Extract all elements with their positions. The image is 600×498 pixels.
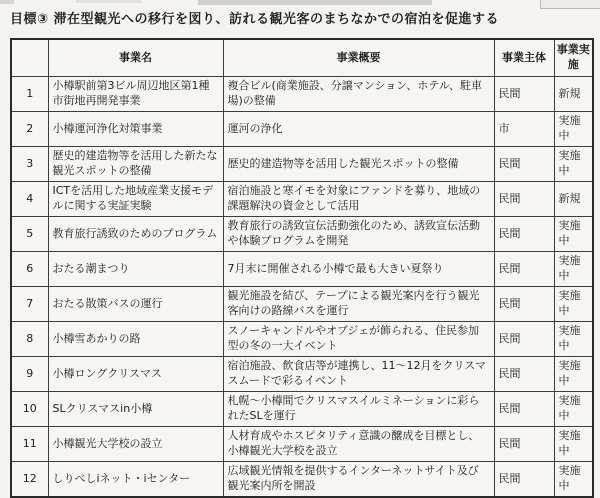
header-overview: 事業概要: [223, 39, 494, 77]
cell-entity: 民間: [494, 252, 554, 287]
table-row: [11, 427, 593, 462]
cell-entity: 民間: [494, 357, 554, 392]
cell-status: 実施中: [554, 252, 593, 287]
cell-overview: スノーキャンドルやオブジェが飾られる、住民参加型の冬の一大イベント: [223, 322, 494, 357]
table-row: [11, 147, 593, 182]
cell-name: おたる潮まつり: [48, 252, 223, 287]
header-no: [11, 39, 48, 77]
cell-status: 新規: [554, 182, 593, 217]
cell-entity: 市: [494, 112, 554, 147]
cell-name: 小樽ロングクリスマス: [48, 357, 223, 392]
cell-no: 2: [11, 112, 48, 147]
cell-entity: 民間: [494, 427, 554, 462]
cell-name: 小樽雪あかりの路: [48, 322, 223, 357]
cell-no: 7: [11, 287, 48, 322]
cell-no: 12: [11, 462, 48, 498]
cell-status: 実施中: [554, 357, 593, 392]
cell-entity: 民間: [494, 147, 554, 182]
cell-entity: 民間: [494, 77, 554, 112]
cell-no: 11: [11, 427, 48, 462]
cell-overview: 広域観光情報を提供するインターネットサイト及び観光案内所を開設: [223, 462, 494, 498]
table-row: [11, 77, 593, 112]
cell-no: 8: [11, 322, 48, 357]
scan-artifact: [198, 0, 432, 5]
cell-overview: 宿泊施設、飲食店等が連携し、11～12月をクリスマスムードで彩るイベント: [223, 357, 494, 392]
cell-entity: 民間: [494, 392, 554, 427]
cell-overview: 運河の浄化: [223, 112, 494, 147]
cell-no: 4: [11, 182, 48, 217]
cell-no: 6: [11, 252, 48, 287]
table-row: [11, 112, 593, 147]
cell-status: 新規: [554, 77, 593, 112]
cell-name: おたる散策バスの運行: [48, 287, 223, 322]
cell-no: 1: [11, 77, 48, 112]
cell-status: 実施中: [554, 147, 593, 182]
cell-name: 歴史的建造物等を活用した新たな観光スポットの整備: [48, 147, 223, 182]
cell-overview: 教育旅行の誘致宣伝活動強化のため、誘致宣伝活動や体験プログラムを開発: [223, 217, 494, 252]
cell-name: 小樽駅前第3ビル周辺地区第1種市街地再開発事業: [48, 77, 223, 112]
cell-overview: 人材育成やホスピタリティ意識の醸成を目標とし、小樽観光大学校を設立: [223, 427, 494, 462]
cell-name: SLクリスマスin小樽: [48, 392, 223, 427]
cell-entity: 民間: [494, 462, 554, 498]
cell-status: 実施中: [554, 287, 593, 322]
cell-name: 小樽観光大学校の設立: [48, 427, 223, 462]
cell-overview: 歴史的建造物等を活用した観光スポットの整備: [223, 147, 494, 182]
header-entity: 事業主体: [494, 39, 554, 77]
cell-entity: 民間: [494, 322, 554, 357]
table-row: [11, 287, 593, 322]
cell-name: ICTを活用した地域産業支援モデルに関する実証実験: [48, 182, 223, 217]
cell-status: 実施中: [554, 427, 593, 462]
table-row: [11, 217, 593, 252]
table-row: [11, 462, 593, 498]
cell-overview: 宿泊施設と寒イモを対象にファンドを募り、地域の課題解決の資金として活用: [223, 182, 494, 217]
project-table: [10, 38, 594, 498]
scan-artifact: [76, 0, 142, 3]
cell-overview: 複合ビル(商業施設、分譲マンション、ホテル、駐車場)の整備: [223, 77, 494, 112]
cell-status: 実施中: [554, 322, 593, 357]
cell-overview: 7月末に開催される小樽で最も大きい夏祭り: [223, 252, 494, 287]
cell-no: 5: [11, 217, 48, 252]
cell-entity: 民間: [494, 287, 554, 322]
cell-status: 実施中: [554, 392, 593, 427]
scan-artifact: [0, 0, 14, 4]
table-body: [11, 77, 593, 498]
cell-status: 実施中: [554, 217, 593, 252]
cell-no: 10: [11, 392, 48, 427]
table-row: [11, 392, 593, 427]
cell-overview: 札幌～小樽間でクリスマスイルミネーションに彩られたSLを運行: [223, 392, 494, 427]
table-row: [11, 252, 593, 287]
cell-entity: 民間: [494, 217, 554, 252]
cell-no: 3: [11, 147, 48, 182]
cell-name: 教育旅行誘致のためのプログラム: [48, 217, 223, 252]
table-row: [11, 322, 593, 357]
cell-status: 実施中: [554, 462, 593, 498]
table-row: [11, 182, 593, 217]
header-status: 事業実施: [554, 39, 593, 77]
page-title: 目標③ 滞在型観光への移行を図り、訪れる観光客のまちなかでの宿泊を促進する: [10, 12, 500, 27]
table-row: [11, 357, 593, 392]
cell-entity: 民間: [494, 182, 554, 217]
header-row: [11, 39, 593, 77]
cell-no: 9: [11, 357, 48, 392]
cell-name: 小樽運河浄化対策事業: [48, 112, 223, 147]
cell-overview: 観光施設を結び、テープによる観光案内を行う観光客向けの路線バスを運行: [223, 287, 494, 322]
cell-name: しりべしiネット・iセンター: [48, 462, 223, 498]
cell-status: 実施中: [554, 112, 593, 147]
header-name: 事業名: [48, 39, 223, 77]
